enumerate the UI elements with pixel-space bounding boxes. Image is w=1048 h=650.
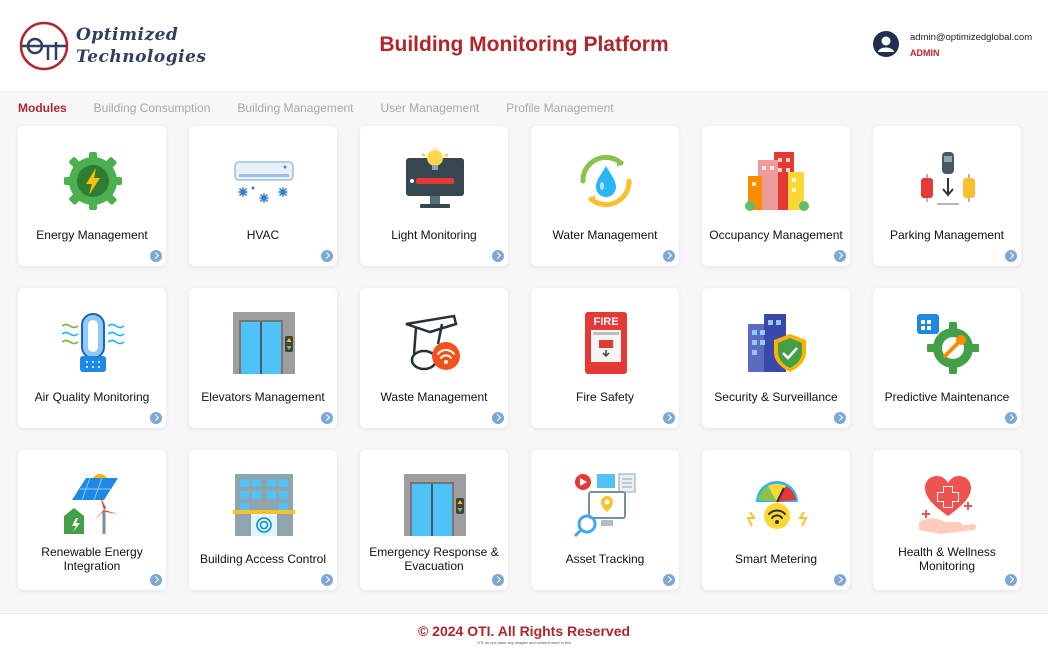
user-role: ADMIN	[910, 48, 940, 58]
module-label: Elevators Management	[201, 390, 325, 404]
arrow-right-icon[interactable]	[492, 250, 504, 262]
main-nav	[18, 101, 641, 115]
app-header	[0, 0, 1048, 92]
module-card-fire-safety[interactable]	[531, 288, 679, 428]
module-label: Energy Management	[36, 228, 148, 242]
energy-gear-icon	[60, 148, 126, 214]
module-card-predictive-maintenance[interactable]	[873, 288, 1021, 428]
footer-copyright: © 2024 OTI. All Rights Reserved	[417, 623, 631, 639]
module-card-security-surveillance[interactable]	[702, 288, 850, 428]
arrow-right-icon[interactable]	[663, 412, 675, 424]
buildings-icon	[744, 148, 810, 214]
module-card-renewable-energy-integration[interactable]	[18, 450, 166, 590]
arrow-right-icon[interactable]	[321, 250, 333, 262]
module-label: Security & Surveillance	[714, 390, 838, 404]
footer-disclaimer: OTI do not claim any images and content used in this	[476, 640, 572, 645]
module-card-health-wellness-monitoring[interactable]	[873, 450, 1021, 590]
arrow-right-icon[interactable]	[150, 250, 162, 262]
module-label: Parking Management	[889, 228, 1005, 242]
module-card-light-monitoring[interactable]	[360, 126, 508, 266]
nav-building-consumption[interactable]: Building Consumption	[93, 101, 211, 115]
parking-icon	[915, 148, 981, 214]
nav-modules[interactable]: Modules	[18, 101, 67, 115]
arrow-right-icon[interactable]	[321, 412, 333, 424]
arrow-right-icon[interactable]	[150, 412, 162, 424]
arrow-right-icon[interactable]	[663, 574, 675, 586]
arrow-right-icon[interactable]	[1005, 574, 1017, 586]
arrow-right-icon[interactable]	[492, 574, 504, 586]
module-label: Occupancy Management	[709, 228, 843, 242]
arrow-right-icon[interactable]	[492, 412, 504, 424]
user-avatar-icon[interactable]	[872, 30, 900, 58]
module-card-building-access-control[interactable]	[189, 450, 337, 590]
arrow-right-icon[interactable]	[150, 574, 162, 586]
module-card-elevators-management[interactable]	[189, 288, 337, 428]
module-label: Predictive Maintenance	[884, 390, 1010, 404]
renewable-energy-icon	[60, 472, 126, 538]
module-label: Building Access Control	[199, 552, 327, 566]
module-label: Health & Wellness Monitoring	[898, 545, 996, 573]
module-card-energy-management[interactable]	[18, 126, 166, 266]
arrow-right-icon[interactable]	[321, 574, 333, 586]
module-card-hvac[interactable]	[189, 126, 337, 266]
app-footer	[0, 613, 1048, 650]
air-conditioner-icon	[231, 148, 297, 214]
nav-profile-management[interactable]: Profile Management	[506, 101, 614, 115]
arrow-right-icon[interactable]	[834, 574, 846, 586]
module-card-parking-management[interactable]	[873, 126, 1021, 266]
waste-truck-icon	[402, 310, 468, 376]
arrow-right-icon[interactable]	[834, 250, 846, 262]
user-info	[910, 32, 1032, 58]
module-card-asset-tracking[interactable]	[531, 450, 679, 590]
elevator-icon	[231, 310, 297, 376]
air-purifier-icon	[60, 310, 126, 376]
module-label: Waste Management	[380, 390, 488, 404]
arrow-right-icon[interactable]	[1005, 250, 1017, 262]
user-profile[interactable]	[872, 30, 1032, 58]
nav-building-management[interactable]: Building Management	[237, 101, 354, 115]
module-label: Fire Safety	[575, 390, 635, 404]
page-title: Building Monitoring Platform	[379, 33, 669, 56]
module-label: Light Monitoring	[391, 228, 477, 242]
module-card-waste-management[interactable]	[360, 288, 508, 428]
brand-line-2: Technologies	[76, 47, 207, 67]
water-drop-icon	[573, 148, 639, 214]
access-control-icon	[231, 472, 297, 538]
svg-text:FIRE: FIRE	[593, 316, 619, 328]
module-card-smart-metering[interactable]	[702, 450, 850, 590]
module-label: Asset Tracking	[565, 552, 645, 566]
light-monitor-icon	[402, 148, 468, 214]
module-label: Emergency Response & Evacuation	[369, 545, 499, 573]
arrow-right-icon[interactable]	[1005, 412, 1017, 424]
module-label: Water Management	[552, 228, 658, 242]
security-shield-icon	[744, 310, 810, 376]
emergency-elevator-icon	[402, 472, 468, 538]
arrow-right-icon[interactable]	[663, 250, 675, 262]
module-label: Renewable Energy Integration	[41, 545, 143, 573]
fire-alarm-icon	[573, 310, 639, 376]
smart-meter-icon	[744, 472, 810, 538]
maintenance-gear-icon	[915, 310, 981, 376]
user-email: admin@optimizedglobal.com	[910, 32, 1033, 43]
module-label: Smart Metering	[734, 552, 818, 566]
module-card-emergency-response-evacuation[interactable]	[360, 450, 508, 590]
arrow-right-icon[interactable]	[834, 412, 846, 424]
module-card-water-management[interactable]	[531, 126, 679, 266]
module-label: Air Quality Monitoring	[34, 390, 150, 404]
module-card-air-quality-monitoring[interactable]	[18, 288, 166, 428]
module-card-occupancy-management[interactable]	[702, 126, 850, 266]
brand-line-1: Optimized	[76, 25, 179, 45]
health-heart-icon	[915, 472, 981, 538]
asset-tracking-icon	[573, 472, 639, 538]
nav-user-management[interactable]: User Management	[380, 101, 480, 115]
module-label: HVAC	[246, 228, 280, 242]
